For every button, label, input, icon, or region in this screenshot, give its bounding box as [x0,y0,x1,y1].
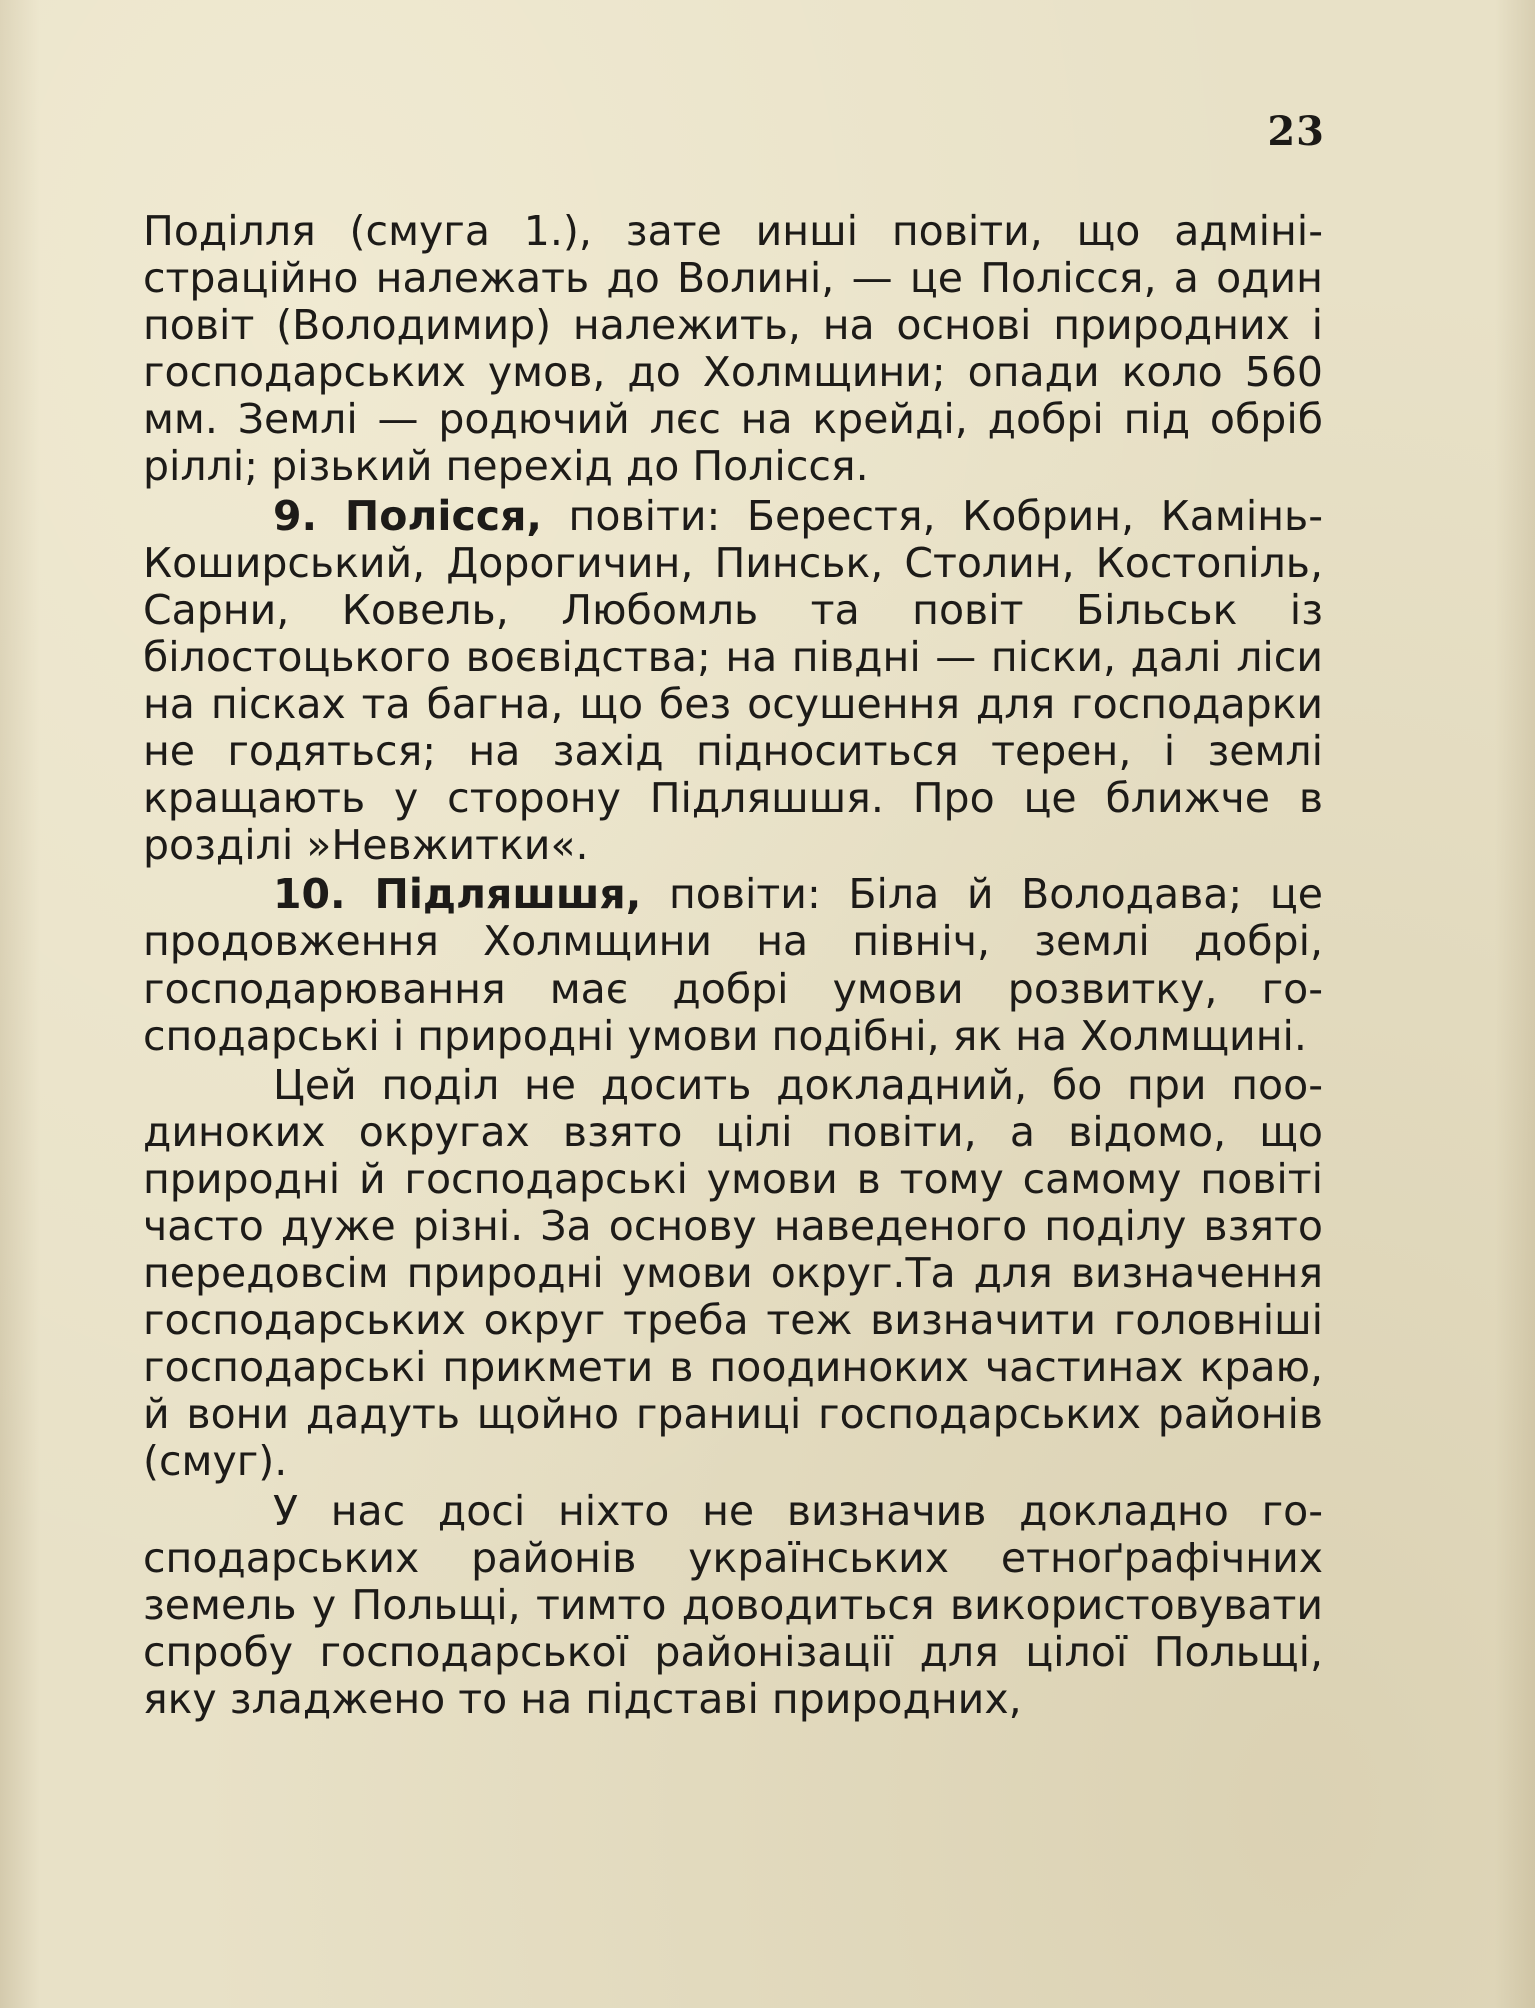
paragraph-division-note [143,1062,1323,1486]
section-term: Полісся, [344,491,542,540]
paragraph-regionalization [143,1488,1323,1723]
body-text [143,208,1323,1723]
page-number: 23 [1267,108,1325,155]
paragraph-text: Поділля (смуга 1.), зате инші повіти, що адміністраційно належать до Волині, — це Полісся, а один повіт (Володимир) належить, на основі природних і господарських умов, до Холмщини; опади коло 560 мм. Землі — родючий лєс на крейді, добрі під обріб ріллі; різький перехід до Полісся. [143,207,1323,491]
paragraph-text: повіти: Біла й Володава; це продовження Холмщини на північ, землі добрі, господарювання має добрі умови розвитку, господарські і природні умови подібні, як на Холмщині. [143,870,1324,1060]
paragraph-pidliashshia [143,871,1323,1059]
paragraph-text: повіти: Берестя, Кобрин, Камінь-Коширський, Дорогичин, Пинськ, Столин, Костопіль, Сарни, Ковель, Любомль та повіт Більськ із білостоцького воєвідства; на півдні — піски, далі ліси на пісках та багна, що без осушення для господарки не годяться; на захід підноситься терен, і землі кращають у сторону Підляшшя. Про це ближче в розділі »Невжитки«. [143,491,1323,870]
paragraph-text: У нас досі ніхто не визначив докладно господарських районів українських етноґрафічних земель у Польщі, тимто доводиться використовувати спробу господарської районізації для цілої Польщі, яку зладжено то на підставі природних, [143,1486,1323,1723]
section-number: 10. [273,870,375,919]
section-number: 9. [273,491,345,540]
paragraph-continuation [143,208,1323,491]
section-term: Підляшшя, [374,870,642,919]
paragraph-text: Цей поділ не досить докладний, бо при поодиноких округах взято цілі повіти, а відомо, що природні й господарські умови в тому самому повіті часто дуже різні. За основу наведеного поділу взято передовсім природні умови округ.Та для визначення господарських округ треба теж визначити головніші господарські прикмети в поодиноких частинах краю, й вони дадуть щойно границі господарських районів (смуг). [143,1060,1323,1486]
paragraph-polissia [143,493,1323,870]
